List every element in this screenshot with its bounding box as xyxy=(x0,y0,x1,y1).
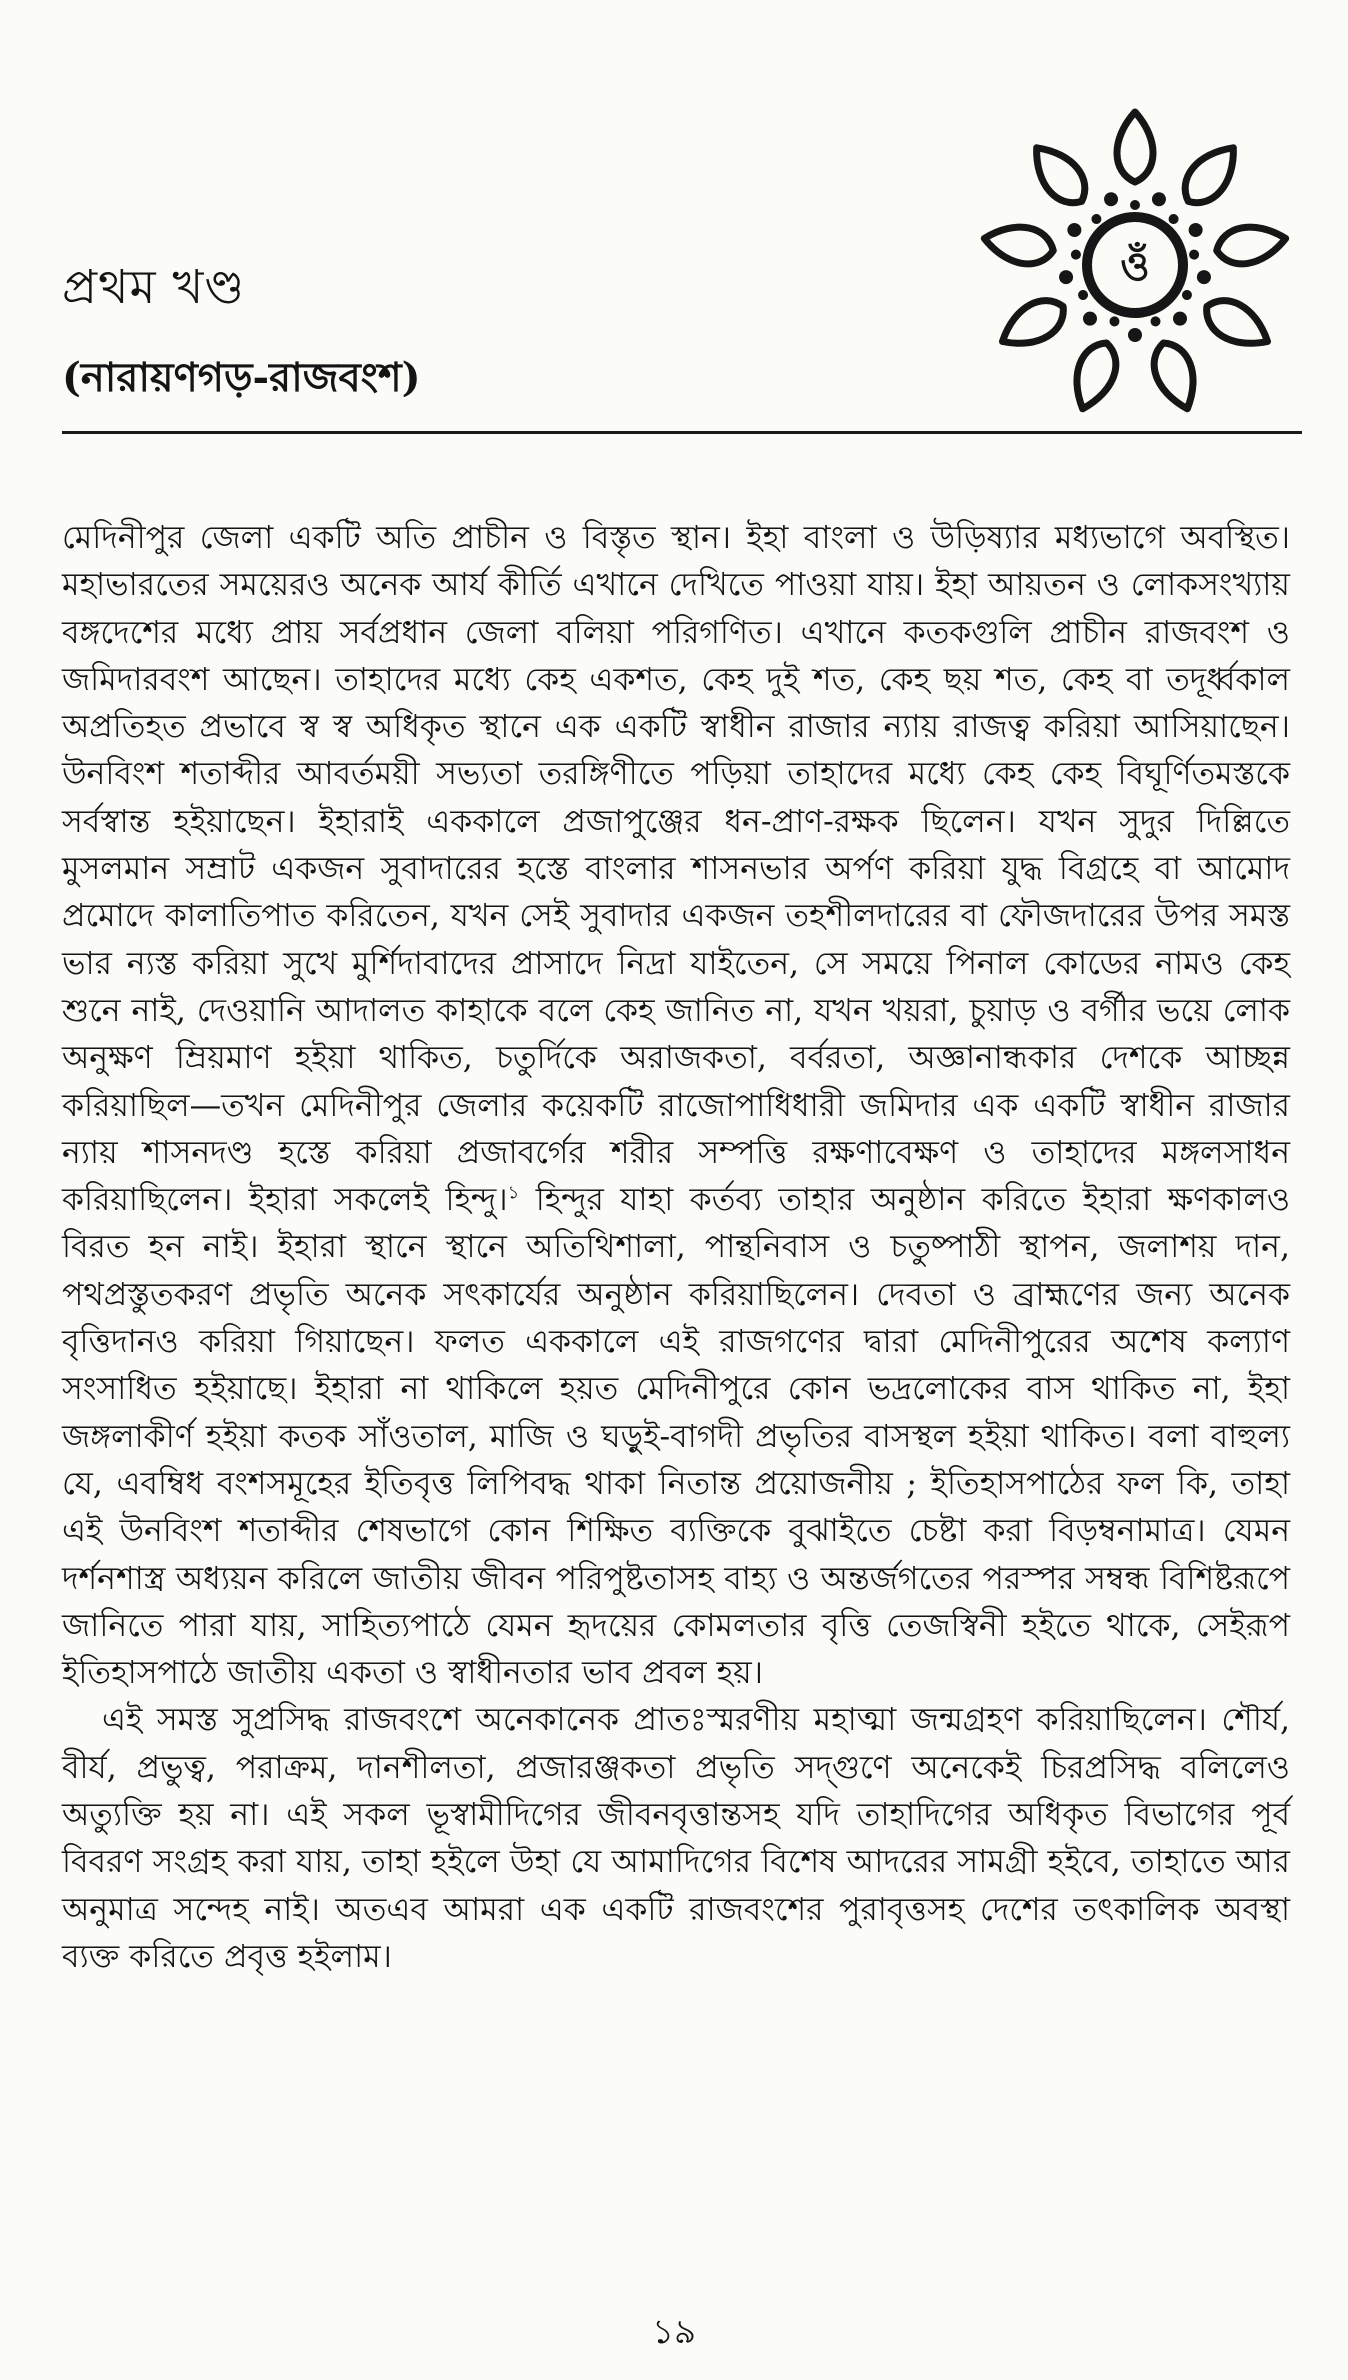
paragraph-1-text-b: হিন্দুর যাহা কর্তব্য তাহার অনুষ্ঠান করিতে ইহারা ক্ষণকালও বিরত হন নাই। ইহারা স্থানে স্থানে অতিথিশালা, পান্থনিবাস ও চতুষ্পাঠী স্থাপন, জলাশয় দান, পথপ্রস্তুতকরণ প্রভৃতি অনেক সৎকার্যের অনুষ্ঠান করিয়াছিলেন। দেবতা ও ব্রাহ্মণের জন্য অনেক বৃত্তিদানও করিয়া গিয়াছেন। ফলত এককালে এই রাজগণের দ্বারা মেদিনীপুরের অশেষ কল্যাণ সংসাধিত হইয়াছে। ইহারা না থাকিলে হয়ত মেদিনীপুরে কোন ভদ্রলোকের বাস থাকিত না, ইহা জঙ্গলাকীর্ণ হইয়া কতক সাঁওতাল, মাজি ও ঘড়ুই-বাগদী প্রভৃতির বাসস্থল হইয়া থাকিত। বলা বাহুল্য যে, এবম্বিধ বংশসমূহের ইতিবৃত্ত লিপিবদ্ধ থাকা নিতান্ত প্রয়োজনীয় ; ইতিহাসপাঠের ফল কি, তাহা এই উনবিংশ শতাব্দীর শেষভাগে কোন শিক্ষিত ব্যক্তিকে বুঝাইতে চেষ্টা করা বিড়ম্বনামাত্র। যেমন দর্শনশাস্ত্র অধ্যয়ন করিলে জাতীয় জীবন পরিপুষ্টতাসহ বাহ্য ও অন্তর্জগতের পরস্পর সম্বন্ধ বিশিষ্টরূপে জানিতে পারা যায়, সাহিত্যপাঠে যেমন হৃদয়ের কোমলতার বৃত্তি তেজস্বিনী হইতে থাকে, সেইরূপ ইতিহাসপাঠে জাতীয় একতা ও স্বাধীনতার ভাব প্রবল হয়। xyxy=(62,1182,1291,1692)
chapter-title: প্রথম খণ্ড xyxy=(62,260,246,315)
footnote-marker: ১ xyxy=(507,1182,520,1204)
page-number: ১৯ xyxy=(651,2312,697,2352)
header-divider xyxy=(62,431,1302,434)
body-text xyxy=(62,515,1290,1981)
paragraph-2: এই সমস্ত সুপ্রসিদ্ধ রাজবংশে অনেকানেক প্রাতঃস্মরণীয় মহাত্মা জন্মগ্রহণ করিয়াছিলেন। শৌর্য, বীর্য, প্রভুত্ব, পরাক্রম, দানশীলতা, প্রজারঞ্জকতা প্রভৃতি সদ্‌গুণে অনেকেই চিরপ্রসিদ্ধ বলিলেও অত্যুক্তি হয় না। এই সকল ভূস্বামীদিগের জীবনবৃত্তান্তসহ যদি তাহাদিগের অধিকৃত বিভাগের পূর্ব বিবরণ সংগ্রহ করা যায়, তাহা হইলে উহা যে আমাদিগের বিশেষ আদরের সামগ্রী হইবে, তাহাতে আর অনুমাত্র সন্দেহ নাই। অতএব আমরা এক একটি রাজবংশের পুরাবৃত্তসহ দেশের তৎকালিক অবস্থা ব্যক্ত করিতে প্রবৃত্ত হইলাম। xyxy=(62,1702,1290,1975)
paragraph-1-text-a: মেদিনীপুর জেলা একটি অতি প্রাচীন ও বিস্তৃত স্থান। ইহা বাংলা ও উড়িষ্যার মধ্যভাগে অবস্থিত। মহাভারতের সময়েরও অনেক আর্য কীর্তি এখানে দেখিতে পাওয়া যায়। ইহা আয়তন ও লোকসংখ্যায় বঙ্গদেশের মধ্যে প্রায় সর্বপ্রধান জেলা বলিয়া পরিগণিত। এখানে কতকগুলি প্রাচীন রাজবংশ ও জমিদারবংশ আছেন। তাহাদের মধ্যে কেহ একশত, কেহ দুই শত, কেহ ছয় শত, কেহ বা তদূর্ধ্বকাল অপ্রতিহত প্রভাবে স্ব স্ব অধিকৃত স্থানে এক একটি স্বাধীন রাজার ন্যায় রাজত্ব করিয়া আসিয়াছেন। উনবিংশ শতাব্দীর আবর্তময়ী সভ্যতা তরঙ্গিণীতে পড়িয়া তাহাদের মধ্যে কেহ কেহ বিঘূর্ণিতমস্তকে সর্বস্বান্ত হইয়াছেন। ইহারাই এককালে প্রজাপুঞ্জের ধন-প্রাণ-রক্ষক ছিলেন। যখন সুদুর দিল্লিতে মুসলমান সম্রাট একজন সুবাদারের হস্তে বাংলার শাসনভার অর্পণ করিয়া যুদ্ধ বিগ্রহে বা আমোদ প্রমোদে কালাতিপাত করিতেন, যখন সেই সুবাদার একজন তহশীলদারের বা ফৌজদারের উপর সমস্ত ভার ন্যস্ত করিয়া সুখে মুর্শিদাবাদের প্রাসাদে নিদ্রা যাইতেন, সে সময়ে পিনাল কোডের নামও কেহ শুনে নাই, দেওয়ানি আদালত কাহাকে বলে কেহ জানিত না, যখন খয়রা, চুয়াড় ও বর্গীর ভয়ে লোক অনুক্ষণ ম্রিয়মাণ হইয়া থাকিত, চতুর্দিকে অরাজকতা, বর্বরতা, অজ্ঞানান্ধকার দেশকে আচ্ছন্ন করিয়াছিল—তখন মেদিনীপুর জেলার কয়েকটি রাজোপাধিধারী জমিদার এক একটি স্বাধীন রাজার ন্যায় শাসনদণ্ড হস্তে করিয়া প্রজাবর্গের শরীর সম্পত্তি রক্ষণাবেক্ষণ ও তাহাদের মঙ্গলসাধন করিয়াছিলেন। ইহারা সকলেই হিন্দু। xyxy=(62,520,1290,1219)
floral-om-emblem-icon xyxy=(970,100,1300,430)
chapter-subtitle: (নারায়ণগড়-রাজবংশ) xyxy=(62,354,421,401)
paragraph-1 xyxy=(62,515,1290,1697)
om-glyph: ওঁ xyxy=(1120,244,1150,290)
